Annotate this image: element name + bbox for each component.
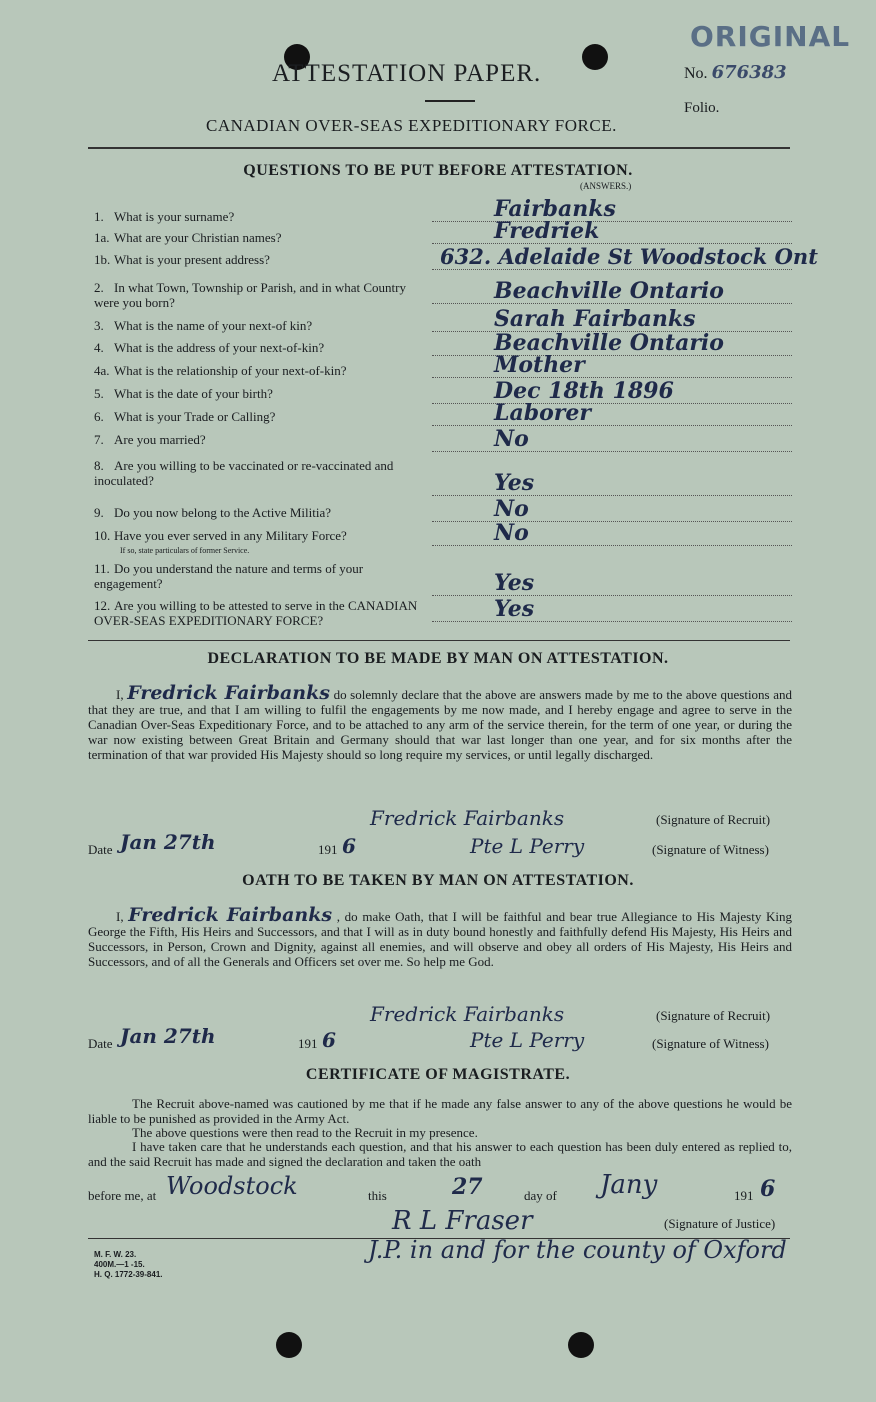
before-me-label: before me, at — [88, 1188, 157, 1203]
oath-heading: OATH TO BE TAKEN BY MAN ON ATTESTATION. — [242, 872, 634, 889]
answer-line — [432, 594, 792, 596]
declaration-body: do solemnly declare that the above are answers made by me to the above questions and that they are true, and that I am willing to fulfil the engagements by me now made, and I hereby engage and agree to serve in the Canadian Over-Seas Expeditionary Force, and to be attached to any arm of the service therein, for the term of one year, or during the war now existing between Great Britain and Germany should that war last longer than one year, and for six months after the termination of that war provided His Majesty should so long require my services, or until legally discharged. — [88, 687, 792, 762]
question-number: 3. — [94, 318, 104, 333]
question-row — [94, 505, 424, 520]
justice-signature: R L Fraser — [392, 1206, 533, 1236]
question-text: What is the address of your next-of-kin? — [114, 340, 325, 355]
question-text: Are you willing to be attested to serve in the CANADIAN OVER-SEAS EXPEDITIONARY FORCE? — [94, 598, 418, 628]
question-text: What is your Trade or Calling? — [114, 409, 276, 424]
punch-hole-bottom-right — [568, 1332, 594, 1358]
answer-value: No — [494, 426, 529, 452]
question-text: Have you ever served in any Military Force? — [114, 528, 347, 543]
folio-label: Folio. — [684, 100, 720, 116]
answer-line — [432, 520, 792, 522]
question-number: 10. — [94, 528, 111, 543]
answer-value: Beachville Ontario — [494, 278, 724, 304]
declaration-recruit-signature: Fredrick Fairbanks — [370, 806, 565, 830]
answer-line — [432, 620, 792, 622]
declaration-heading: DECLARATION TO BE MADE BY MAN ON ATTESTATION. — [207, 650, 669, 667]
oath-text — [88, 904, 792, 969]
question-row — [94, 458, 424, 488]
question-number: 4. — [94, 340, 104, 355]
oath-date-value: Jan 27th — [120, 1024, 216, 1048]
question-number: 8. — [94, 458, 104, 473]
oath-date-label: Date — [88, 1036, 113, 1051]
magistrate-p1 — [88, 1096, 792, 1126]
question-text: What is the date of your birth? — [114, 386, 273, 401]
justice-label: (Signature of Justice) — [664, 1216, 776, 1231]
question-note: If so, state particulars of former Service. — [120, 546, 250, 555]
declaration-date-label: Date — [88, 842, 113, 857]
question-row — [94, 340, 424, 355]
answers-label: (ANSWERS.) — [580, 181, 632, 191]
punch-hole-bottom-left — [276, 1332, 302, 1358]
header-divider — [88, 147, 790, 149]
declaration-name: Fredrick Fairbanks — [127, 682, 330, 704]
answer-line — [432, 450, 792, 452]
question-number: 7. — [94, 432, 104, 447]
question-row — [94, 561, 424, 591]
form-number-label: No. — [684, 65, 708, 82]
question-number: 9. — [94, 505, 104, 520]
questions-divider — [88, 640, 790, 641]
question-row — [94, 209, 424, 224]
magistrate-place: Woodstock — [166, 1172, 298, 1200]
footer-line-3: H. Q. 1772-39-841. — [94, 1270, 163, 1279]
question-row — [94, 252, 424, 267]
day-of-label: day of — [524, 1188, 557, 1203]
form-number-value: 676383 — [711, 62, 787, 83]
original-stamp: ORIGINAL — [690, 20, 851, 53]
title-underline — [425, 100, 475, 102]
question-number: 1b. — [94, 252, 111, 267]
form-number — [684, 62, 787, 83]
question-row — [94, 432, 424, 447]
answer-value: Mother — [494, 352, 585, 378]
answer-value: Dec 18th 1896 — [494, 378, 674, 404]
question-text: What are your Christian names? — [114, 230, 282, 245]
oath-witness-signature: Pte L Perry — [470, 1028, 585, 1052]
question-row — [94, 409, 424, 424]
magistrate-month: Jany — [600, 1170, 658, 1200]
declaration-year-prefix: 191 — [318, 842, 338, 857]
declaration-recruit-label: (Signature of Recruit) — [656, 812, 771, 827]
oath-year-prefix: 191 — [298, 1036, 318, 1051]
declaration-prefix: I, — [116, 687, 124, 702]
question-text: What is the relationship of your next-of-kin? — [114, 363, 347, 378]
question-text: Do you now belong to the Active Militia? — [114, 505, 331, 520]
magistrate-p2 — [88, 1125, 792, 1140]
answer-value: Fairbanks — [494, 196, 616, 222]
question-number: 1. — [94, 209, 104, 224]
magistrate-year-prefix: 191 — [734, 1188, 754, 1203]
oath-recruit-label: (Signature of Recruit) — [656, 1008, 771, 1023]
footer-line-1: M. F. W. 23. — [94, 1250, 137, 1259]
question-text: What is your present address? — [114, 252, 270, 267]
question-text: Are you willing to be vaccinated or re-vaccinated and inoculated? — [94, 458, 394, 488]
declaration-witness-signature: Pte L Perry — [470, 834, 585, 858]
question-row — [94, 528, 424, 558]
magistrate-p2-text: The above questions were then read to the Recruit in my presence. — [132, 1125, 478, 1140]
question-number: 4a. — [94, 363, 110, 378]
question-row — [94, 280, 424, 310]
answer-value: Yes — [494, 596, 535, 622]
jp-note: J.P. in and for the county of Oxford — [368, 1236, 787, 1264]
question-number: 2. — [94, 280, 104, 295]
question-row — [94, 386, 424, 401]
answer-value: 632. Adelaide St Woodstock Ont — [440, 244, 818, 269]
declaration-text — [88, 682, 792, 762]
oath-year-value: 6 — [322, 1028, 336, 1052]
magistrate-p3 — [88, 1139, 792, 1169]
oath-body: , do make Oath, that I will be faithful and bear true Allegiance to His Majesty King George the Fifth, His Heirs and Successors, and that I will as in duty bound honestly and faithfully defend His Majesty, His Heirs and Successors, in Person, Crown and Dignity, against all enemies, and will observe and obey all orders of His Majesty, His Heirs and Successors, and of all the Generals and Officers set over me. So help me God. — [88, 909, 792, 969]
form-subtitle: CANADIAN OVER-SEAS EXPEDITIONARY FORCE. — [206, 116, 617, 135]
question-number: 1a. — [94, 230, 110, 245]
questions-heading: QUESTIONS TO BE PUT BEFORE ATTESTATION. — [243, 162, 633, 179]
question-text: Do you understand the nature and terms of your engagement? — [94, 561, 364, 591]
question-number: 6. — [94, 409, 104, 424]
declaration-year-value: 6 — [342, 834, 356, 858]
question-row — [94, 598, 424, 628]
oath-recruit-signature: Fredrick Fairbanks — [370, 1002, 565, 1026]
question-number: 12. — [94, 598, 111, 613]
page-title: ATTESTATION PAPER. — [272, 60, 542, 87]
question-text: Are you married? — [114, 432, 206, 447]
punch-hole-top-right — [582, 44, 608, 70]
magistrate-heading: CERTIFICATE OF MAGISTRATE. — [305, 1066, 571, 1083]
magistrate-day: 27 — [452, 1174, 483, 1200]
question-text: What is the name of your next-of kin? — [114, 318, 313, 333]
footer-codes — [94, 1250, 162, 1280]
question-number: 5. — [94, 386, 104, 401]
question-row — [94, 230, 424, 245]
oath-prefix: I, — [116, 909, 124, 924]
answer-value: No — [494, 520, 529, 546]
answer-value: Yes — [494, 570, 535, 596]
this-label: this — [368, 1188, 387, 1203]
magistrate-p1-text: The Recruit above-named was cautioned by me that if he made any false answer to any of the above questions he would be liable to be punished as provided in the Army Act. — [88, 1096, 792, 1126]
question-text: In what Town, Township or Parish, and in what Country were you born? — [94, 280, 406, 310]
answer-value: Fredriek — [494, 218, 600, 244]
answer-value: No — [494, 496, 529, 522]
answer-line — [432, 424, 792, 426]
answer-value: Yes — [494, 470, 535, 496]
declaration-date-value: Jan 27th — [120, 830, 216, 854]
footer-line-2: 400M.—1 -15. — [94, 1260, 145, 1269]
question-row — [94, 363, 424, 378]
magistrate-year-value: 6 — [760, 1176, 776, 1202]
question-text: What is your surname? — [114, 209, 235, 224]
answer-value: Sarah Fairbanks — [494, 306, 696, 332]
answer-value: Beachville Ontario — [494, 330, 724, 356]
answer-value: Laborer — [494, 400, 591, 426]
answer-line — [432, 544, 792, 546]
declaration-witness-label: (Signature of Witness) — [652, 842, 769, 857]
question-number: 11. — [94, 561, 110, 576]
magistrate-p3-text: I have taken care that he understands each question, and that his answer to each question has been duly entered as replied to, and the said Recruit has made and signed the declaration and taken the oath — [88, 1139, 792, 1169]
oath-name: Fredrick Fairbanks — [128, 904, 333, 926]
question-row — [94, 318, 424, 333]
answer-line — [432, 494, 792, 496]
oath-witness-label: (Signature of Witness) — [652, 1036, 769, 1051]
